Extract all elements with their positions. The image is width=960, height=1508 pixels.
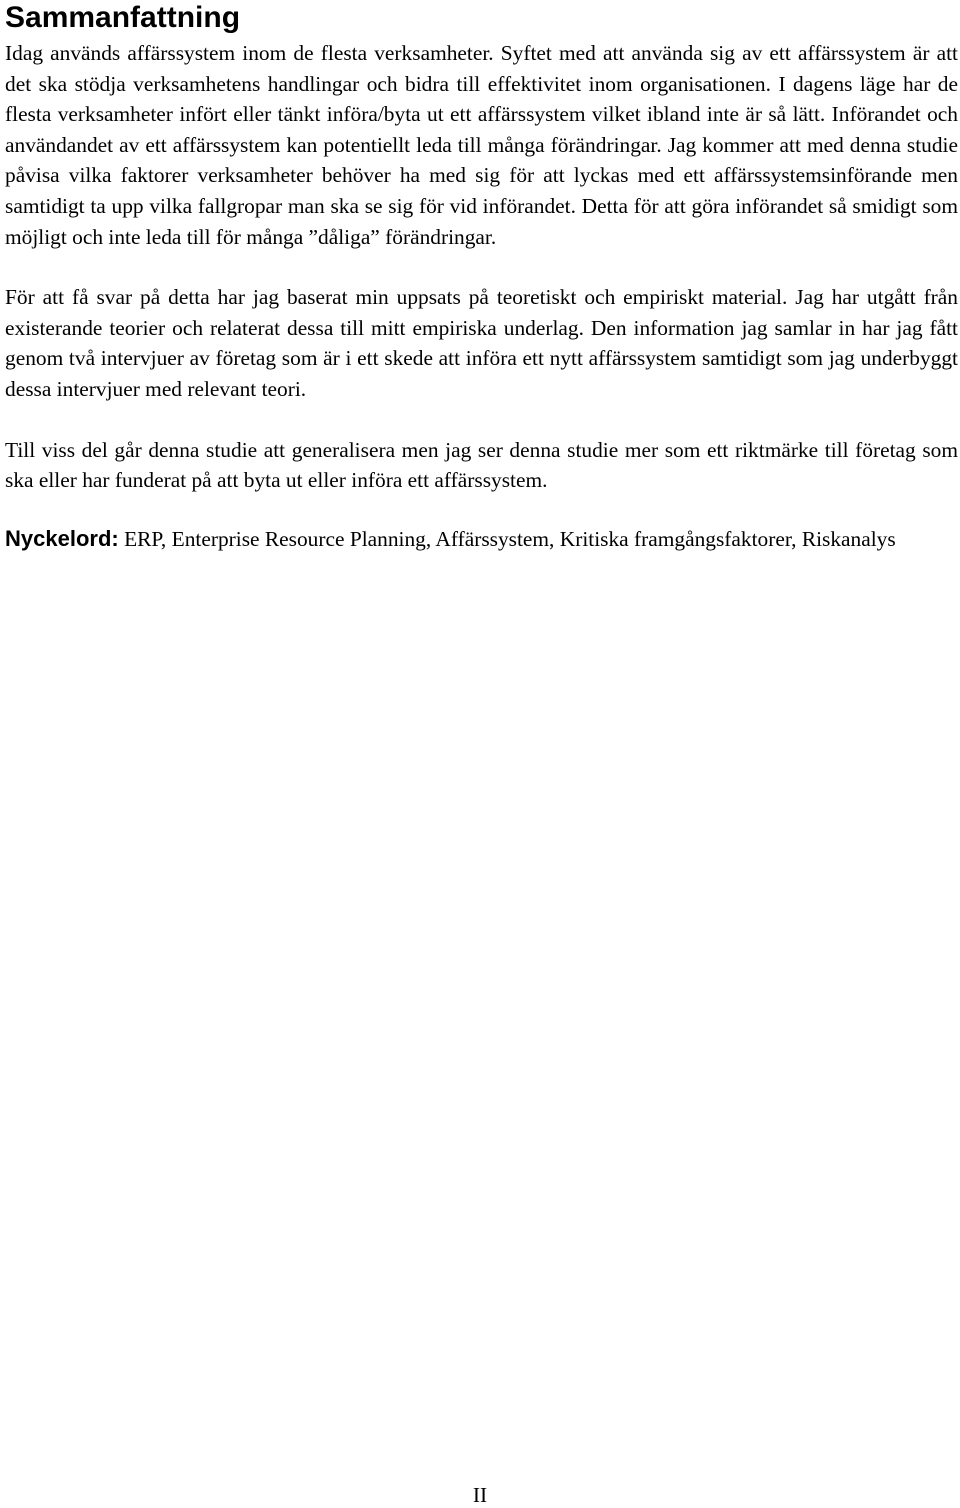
paragraph-method: För att få svar på detta har jag baserat min uppsats på teoretiskt och empiriskt material. Jag har utgått från existerande teorier och relaterat dessa till mitt empiriska underlag. Den information jag samlar in har jag fått genom två intervjuer av företag som är i ett skede att införa ett nytt affärssystem samtidigt som jag underbyggt dessa intervjuer med relevant teori.	[5, 285, 958, 401]
page-title: Sammanfattning	[5, 1, 241, 34]
keywords-label: Nyckelord:	[5, 525, 119, 551]
paragraph-intro: Idag används affärssystem inom de flesta verksamheter. Syftet med att använda sig av ett affärssystem är att det ska stödja verksamhetens handlingar och bidra till effektivitet inom organisationen. I dagens läge har de flesta verksamheter infört eller tänkt införa/byta ut ett affärssystem vilket ibland inte är så lätt. Införandet och användandet av ett affärssystem kan potentiellt leda till många förändringar. Jag kommer att med denna studie påvisa vilka faktorer verksamheter behöver ha med sig för att lyckas med ett affärssystemsinförande men samtidigt ta upp vilka fallgropar man ska se sig för vid införandet. Detta för att göra införandet så smidigt som möjligt och inte leda till för många ”dåliga” förändringar.	[5, 41, 958, 249]
paragraph-conclusion: Till viss del går denna studie att generalisera men jag ser denna studie mer som ett riktmärke till företag som ska eller har funderat på att byta ut eller införa ett affärssystem.	[5, 437, 958, 493]
keywords-paragraph	[5, 524, 958, 555]
page-number: II	[472, 1483, 488, 1507]
document-page	[5, 0, 958, 554]
keywords-text: ERP, Enterprise Resource Planning, Affärssystem, Kritiska framgångsfaktorer, Riskanalys	[124, 526, 896, 551]
